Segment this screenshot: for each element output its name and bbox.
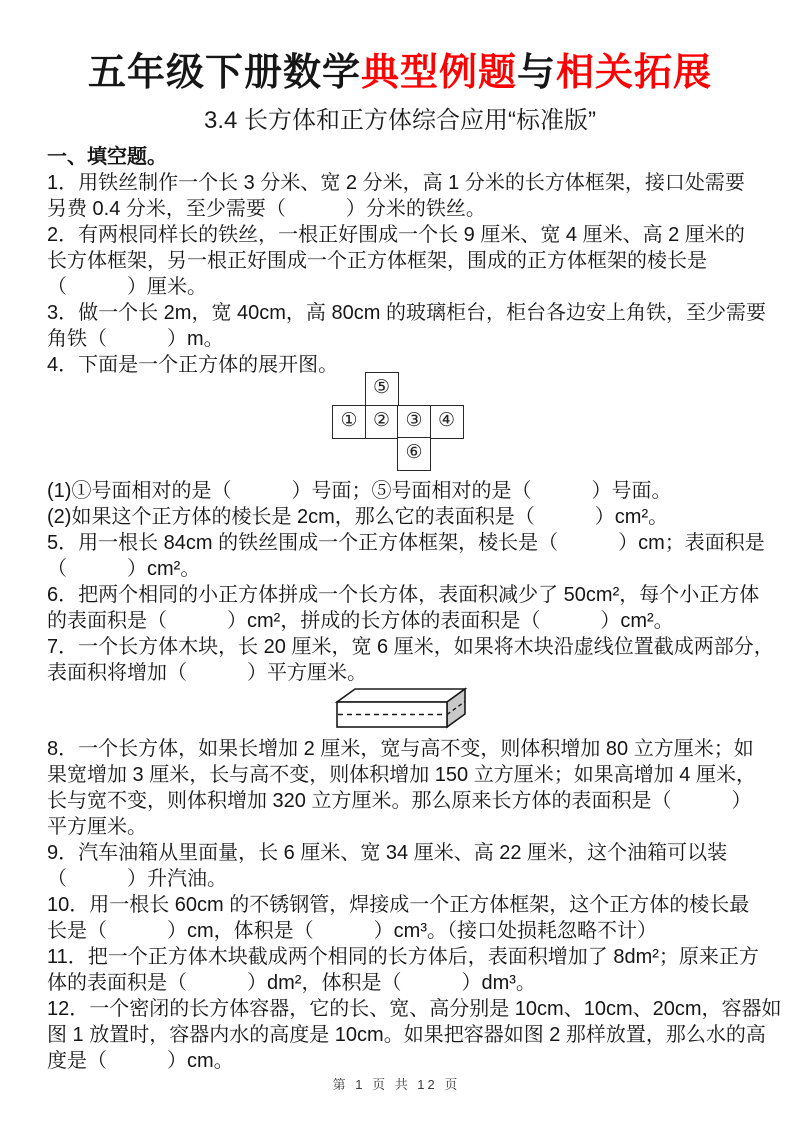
q6-line-1: 6．把两个相同的小正方体拼成一个长方体，表面积减少了 50cm²，每个小正方体 bbox=[47, 584, 760, 606]
q4-sub2-line: (2)如果这个正方体的棱长是 2cm，那么它的表面积是（ ）cm²。 bbox=[47, 506, 669, 528]
net-face-2: ② bbox=[365, 405, 399, 439]
prism-top-face bbox=[337, 689, 465, 702]
net-face-3: ③ bbox=[397, 405, 431, 439]
q7-line-1: 7．一个长方体木块，长 20 厘米，宽 6 厘米，如果将木块沿虚线位置截成两部分， bbox=[47, 636, 774, 658]
q12-line-1: 12．一个密闭的长方体容器，它的长、宽、高分别是 10cm、10cm、20cm，容器如 bbox=[47, 998, 782, 1020]
net-face-5: ⑤ bbox=[365, 372, 399, 406]
q2-line-2: 长方体框架，另一根正好围成一个正方体框架，围成的正方体框架的棱长是 bbox=[47, 250, 707, 272]
net-face-4: ④ bbox=[430, 405, 464, 439]
page-title bbox=[47, 50, 753, 96]
q8-line-1: 8．一个长方体，如果长增加 2 厘米，宽与高不变，则体积增加 80 立方厘米；如 bbox=[47, 738, 754, 760]
page-footer: 第 1 页 共 12 页 bbox=[332, 1077, 461, 1092]
q12-line-3: 度是（ ）cm。 bbox=[47, 1050, 234, 1072]
title-segment-1: 五年级下册数学 bbox=[87, 52, 361, 94]
q8-line-2: 果宽增加 3 厘米，长与高不变，则体积增加 150 立方厘米；如果高增加 4 厘米， bbox=[47, 764, 756, 786]
title-segment-4: 相关拓展 bbox=[556, 52, 713, 94]
q11-line-1: 11．把一个正方体木块截成两个相同的长方体后，表面积增加了 8dm²；原来正方 bbox=[47, 946, 759, 968]
q11-line-2: 体的表面积是（ ）dm²，体积是（ ）dm³。 bbox=[47, 972, 536, 994]
q1-line-2: 另费 0.4 分米，至少需要（ ）分米的铁丝。 bbox=[47, 198, 486, 220]
q1-line-1: 1．用铁丝制作一个长 3 分米、宽 2 分米，高 1 分米的长方体框架，接口处需要 bbox=[47, 172, 745, 194]
net-face-1: ① bbox=[332, 405, 366, 439]
q4-sub1-line: (1)①号面相对的是（ ）号面；⑤号面相对的是（ ）号面。 bbox=[47, 480, 672, 502]
title-segment-3: 与 bbox=[517, 52, 557, 94]
q7-line-2: 表面积将增加（ ）平方厘米。 bbox=[47, 662, 367, 684]
q8-line-3: 长与宽不变，则体积增加 320 立方厘米。那么原来长方体的表面积是（ ） bbox=[47, 790, 752, 812]
q6-line-2: 的表面积是（ ）cm²，拼成的长方体的表面积是（ ）cm²。 bbox=[47, 610, 674, 632]
title-segment-2: 典型例题 bbox=[360, 52, 517, 94]
subtitle: 3.4 长方体和正方体综合应用“标准版” bbox=[203, 107, 596, 134]
prism-diagram bbox=[330, 686, 470, 736]
q2-line-3: （ ）厘米。 bbox=[47, 276, 207, 298]
q10-line-2: 长是（ ）cm，体积是（ ）cm³。（接口处损耗忽略不计） bbox=[47, 920, 657, 942]
cube-net-diagram bbox=[332, 372, 464, 471]
q4-line-1: 4．下面是一个正方体的展开图。 bbox=[47, 354, 339, 376]
q9-line-2: （ ）升汽油。 bbox=[47, 868, 227, 890]
q12-line-2: 图 1 放置时，容器内水的高度是 10cm。如果把容器如图 2 那样放置，那么水的高 bbox=[47, 1024, 766, 1046]
q9-line-1: 9．汽车油箱从里面量，长 6 厘米、宽 34 厘米、高 22 厘米，这个油箱可以装 bbox=[47, 842, 728, 864]
q5-line-2: （ ）cm²。 bbox=[47, 558, 201, 580]
q2-line-1: 2．有两根同样长的铁丝，一根正好围成一个长 9 厘米、宽 4 厘米、高 2 厘米的 bbox=[47, 224, 745, 246]
section-heading-fill-in-blanks: 一、填空题。 bbox=[47, 146, 167, 168]
q8-line-4: 平方厘米。 bbox=[47, 816, 147, 838]
net-face-6: ⑥ bbox=[397, 437, 431, 471]
q5-line-1: 5．用一根长 84cm 的铁丝围成一个正方体框架，棱长是（ ）cm；表面积是 bbox=[47, 532, 765, 554]
q10-line-1: 10．用一根长 60cm 的不锈钢管，焊接成一个正方体框架，这个正方体的棱长最 bbox=[47, 894, 750, 916]
q3-line-2: 角铁（ ）m。 bbox=[47, 328, 224, 350]
q3-line-1: 3．做一个长 2m，宽 40cm，高 80cm 的玻璃柜台，柜台各边安上角铁，至少需要 bbox=[47, 302, 766, 324]
